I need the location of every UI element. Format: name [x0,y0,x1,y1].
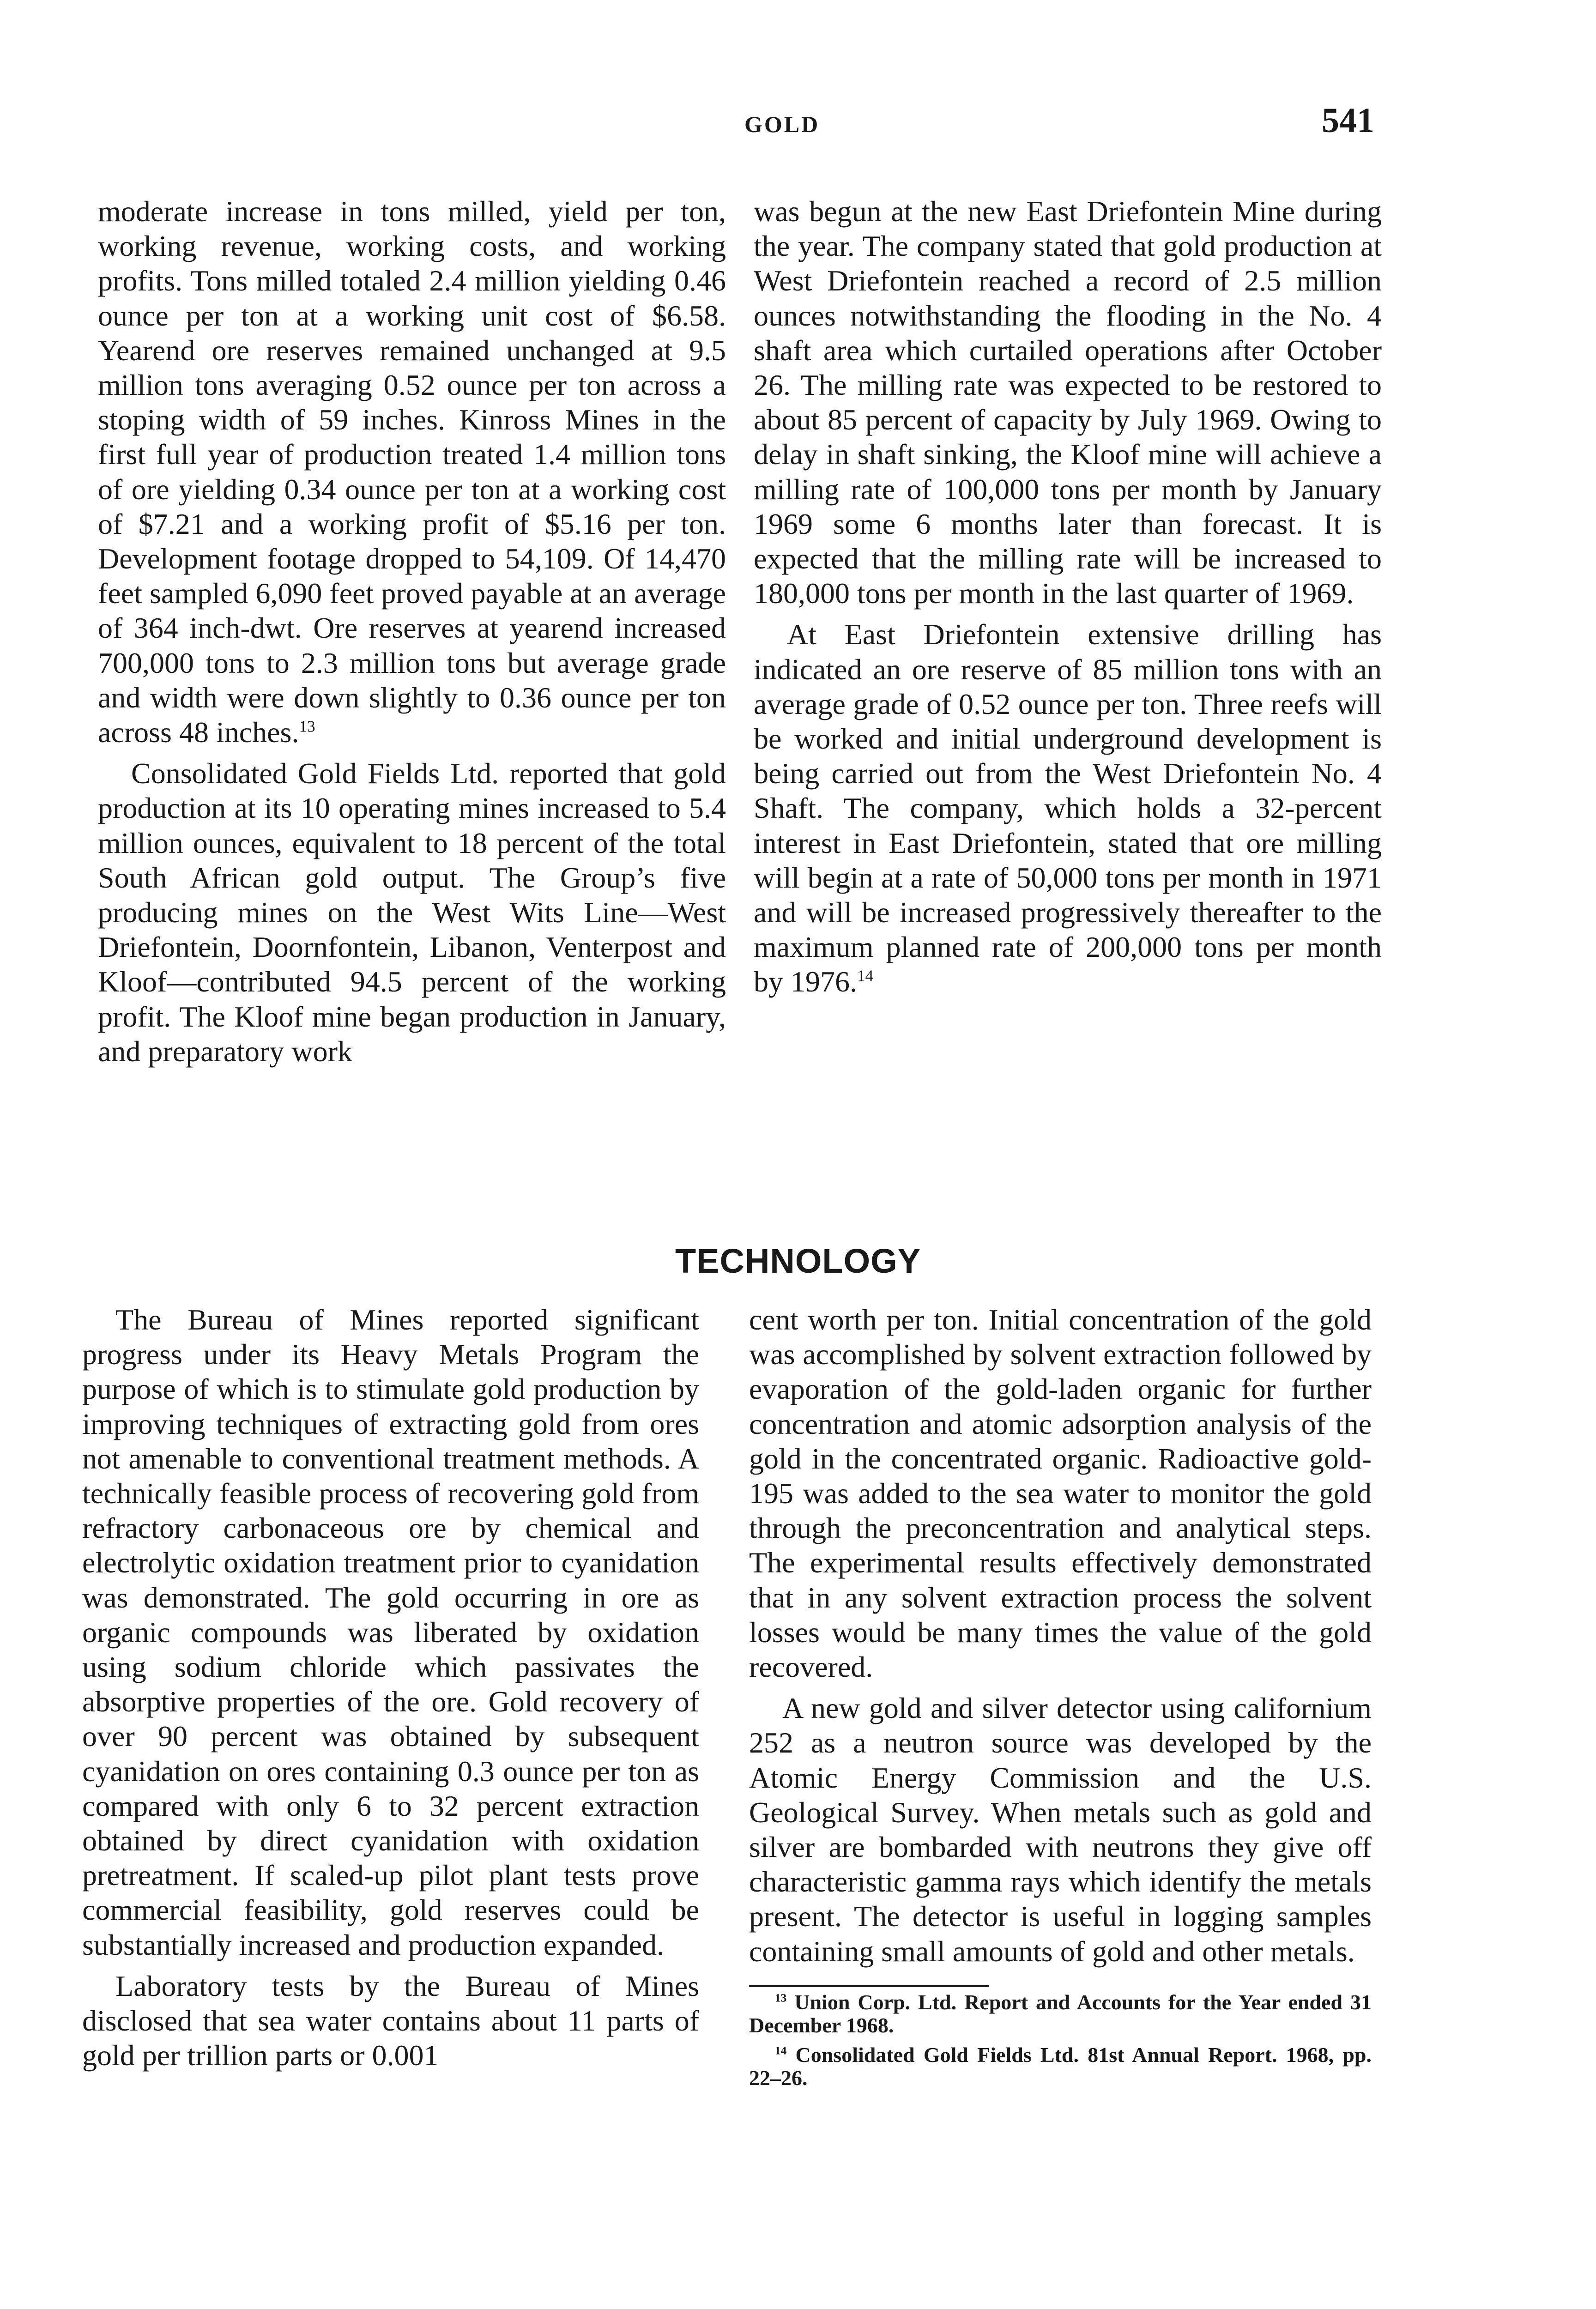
column-top-left [98,194,726,1069]
footnote [749,2043,1372,2090]
running-head: GOLD [744,111,820,137]
column-bottom-left [82,1302,699,2073]
paragraph: The Bureau of Mines reported significant progress under its Heavy Metals Program the purpose of which is to stimulate gold production by improving techniques of extracting gold from ores not amenable to conventional treatment methods. A technically feasible process of recovering gold from refractory carbonaceous ore by chemical and electrolytic oxidation treatment prior to cyanidation was demonstrated. The gold occurring in ore as organic compounds was liberated by oxidation using sodium chloride which passivates the absorptive properties of the ore. Gold recovery of over 90 percent was obtained by subsequent cyanidation on ores containing 0.3 ounce per ton as compared with only 6 to 32 percent extraction obtained by direct cyanidation with oxidation pretreatment. If scaled-up pilot plant tests prove commercial feasibility, gold reserves could be substantially increased and production expanded. [82,1303,699,1961]
page-number: 541 [1322,101,1374,140]
paragraph: A new gold and silver detector using californium 252 as a neutron source was developed by the Atomic Energy Commission and the U.S. Geological Survey. When metals such as gold and silver are bombarded with neutrons they give off characteristic gamma rays which identify the metals present. The detector is useful in logging samples containing small amounts of gold and other metals. [749,1692,1372,1968]
footnote-number: 13 [775,1991,787,2005]
paragraph: was begun at the new East Driefontein Mine during the year. The company stated that gold production at West Driefontein reached a record of 2.5 million ounces notwithstanding the flooding in the No. 4 shaft area which curtailed operations after October 26. The milling rate was expected to be restored to about 85 percent of capacity by July 1969. Owing to delay in shaft sinking, the Kloof mine will achieve a milling rate of 100,000 tons per month by January 1969 some 6 months later than forecast. It is expected that the milling rate will be increased to 180,000 tons per month in the last quarter of 1969. [754,195,1382,610]
footnote-text: Consolidated Gold Fields Ltd. 81st Annual Report. 1968, pp. 22–26. [749,2043,1372,2090]
footnote [749,1991,1372,2037]
paragraph: Consolidated Gold Fields Ltd. reported that gold production at its 10 operating mines increased to 5.4 million ounces, equivalent to 18 percent of the total South African gold output. The Group’s five producing mines on the West Wits Line—West Driefontein, Doornfontein, Libanon, Venterpost and Kloof—contributed 94.5 percent of the working profit. The Kloof mine began production in January, and preparatory work [98,757,726,1068]
paragraph: cent worth per ton. Initial concentration of the gold was accomplished by solvent extraction followed by evaporation of the gold-laden organic for further concentration and atomic adsorption analysis of the gold in the concentrated organic. Radioactive gold-195 was added to the sea water to monitor the gold through the preconcentration and analytical steps. The experimental results effectively demonstrated that in any solvent extraction process the solvent losses would be many times the value of the gold recovered. [749,1303,1372,1684]
footnote-text: Union Corp. Ltd. Report and Accounts for the Year ended 31 December 1968. [749,1990,1372,2037]
column-top-right [754,194,1382,999]
footnote-ref: 13 [299,717,315,736]
footnote-number: 14 [775,2044,787,2057]
footnote-ref: 14 [857,967,874,985]
paragraph [754,617,1382,999]
column-bottom-right [749,1302,1372,2090]
paragraph-text: moderate increase in tons milled, yield per ton, working revenue, working costs, and working profits. Tons milled totaled 2.4 million yielding 0.46 ounce per ton at a working unit cost of $6.58. Yearend ore reserves remained unchanged at 9.5 million tons averaging 0.52 ounce per ton across a stoping width of 59 inches. Kinross Mines in the first full year of production treated 1.4 million tons of ore yielding 0.34 ounce per ton at a working cost of $7.21 and a working profit of $5.16 per ton. Development footage dropped to 54,109. Of 14,470 feet sampled 6,090 feet proved payable at an average of 364 inch-dwt. Ore reserves at yearend increased 700,000 tons to 2.3 million tons but average grade and width were down slightly to 0.36 ounce per ton across 48 inches. [98,195,726,749]
paragraph-text: At East Driefontein extensive drilling has indicated an ore reserve of 85 million tons with an average grade of 0.52 ounce per ton. Three reefs will be worked and initial underground development is being carried out from the West Driefontein No. 4 Shaft. The company, which holds a 32-percent interest in East Driefontein, stated that ore milling will begin at a rate of 50,000 tons per month in 1971 and will be increased progressively thereafter to the maximum planned rate of 200,000 tons per month by 1976. [754,618,1382,998]
footnote-divider [749,1985,989,1987]
paragraph: Laboratory tests by the Bureau of Mines disclosed that sea water contains about 11 parts of gold per trillion parts or 0.001 [82,1969,699,2072]
paragraph [98,194,726,750]
section-heading: TECHNOLOGY [675,1242,921,1280]
footnotes [749,1991,1372,2090]
